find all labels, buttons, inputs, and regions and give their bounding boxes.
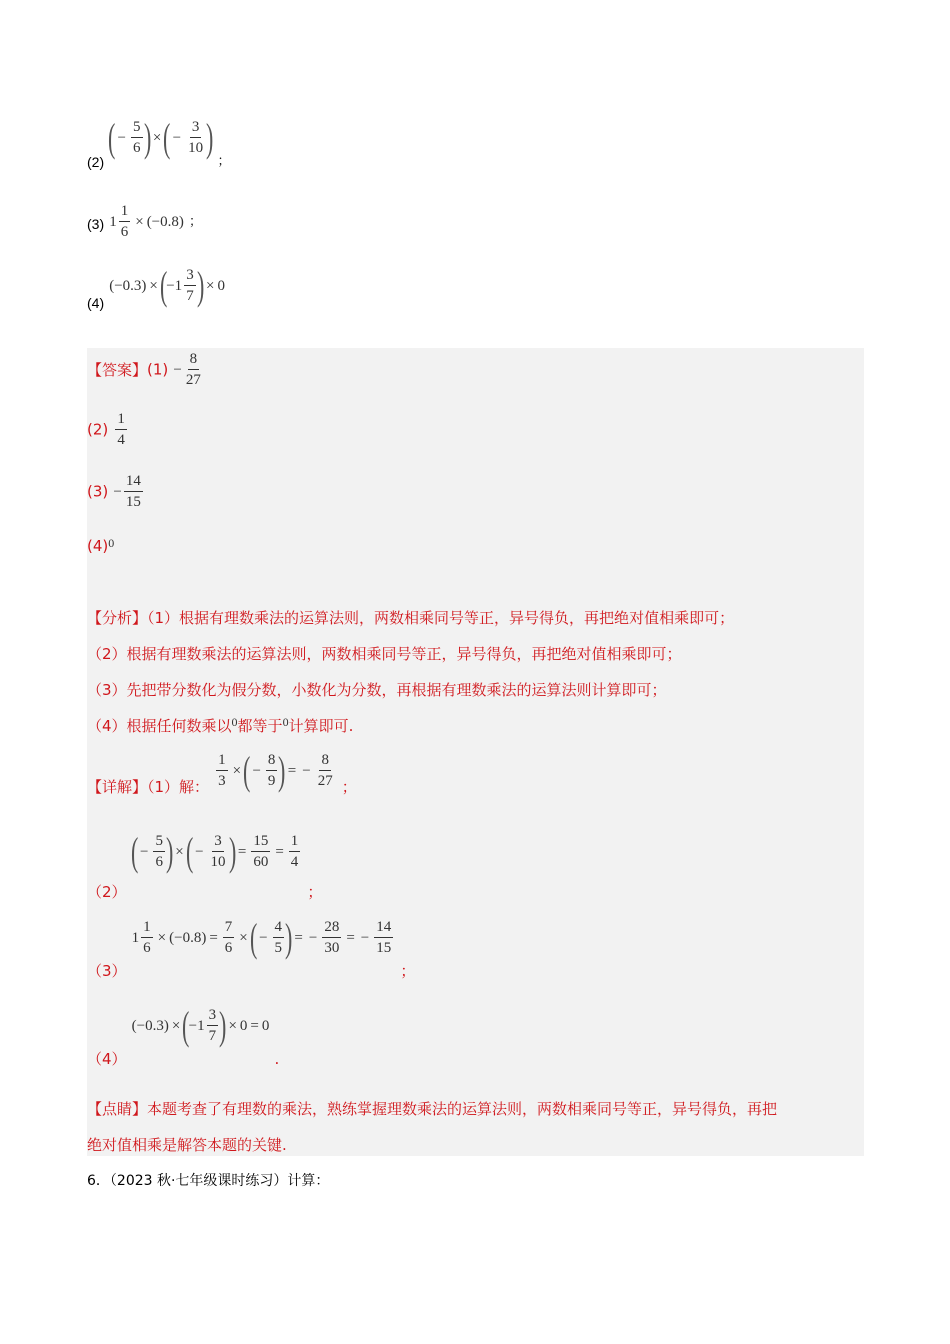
detail-expression: 1 $\frac{1}{6}$ × (−0.8) = $\frac{7}{6}$ × ( − $\frac{4}{5}$ ) = − $\frac{28}{30}$ = − $\frac{14}{15}$ (131, 915, 392, 960)
analysis-line-2: （2）根据有理数乘法的运算法则，两数相乘同号等正，异号得负，再把绝对值相乘即可； (87, 645, 682, 663)
question-tail: ； (188, 214, 202, 230)
question-expression: ( − $\frac{5}{6}$ ) × ( − $\frac{3}{10}$ ) (108, 115, 214, 160)
answer-value: − $\frac{14}{15}$ (113, 473, 141, 510)
detail-expression: ( − $\frac{5}{6}$ ) × ( − $\frac{3}{10}$ ) = $\frac{15}{60}$ = $\frac{1}{4}$ (130, 829, 299, 874)
detail-expression: (−0.3) × ( −1 $\frac{3}{7}$ ) × 0 = 0 (131, 1003, 270, 1048)
answer-line-4 (87, 536, 114, 555)
comment-line-1 (87, 1098, 777, 1119)
detail-prefix: （4） (87, 1049, 127, 1068)
answer-value: − $\frac{8}{27}$ (173, 351, 201, 388)
question-2 (87, 115, 231, 170)
detail-expression: $\frac{1}{3}$ × ( − $\frac{8}{9}$ ) = − $\frac{8}{27}$ (218, 748, 333, 793)
question-3 (87, 204, 202, 240)
next-question: 6．（2023 秋·七年级课时练习）计算： (87, 1173, 330, 1189)
question-4 (87, 263, 225, 311)
analysis-line-3: （3）先把带分数化为假分数，小数化为分数，再根据有理数乘法的运算法则计算即可； (87, 681, 667, 699)
detail-prefix: （3） (87, 961, 127, 980)
analysis-text: （1）根据有理数乘法的运算法则，两数相乘同号等正，异号得负，再把绝对值相乘即可； (147, 609, 735, 627)
question-expression: 1 $\frac{1}{6}$ × (−0.8) (109, 203, 184, 240)
question-label: (4) (87, 294, 105, 311)
detail-tag: 【详解】 (87, 778, 148, 796)
comment-text: 本题考查了有理数的乘法，熟练掌握理数乘法的运算法则，两数相乘同号等正，异号得负，再把 (147, 1100, 778, 1118)
detail-prefix: （2） (87, 883, 127, 901)
detail-prefix: （1）解： (147, 778, 210, 796)
comment-tag: 【点睛】 (87, 1100, 148, 1118)
answer-line-2 (87, 412, 129, 448)
answer-tag: 【答案】 (87, 360, 148, 379)
analysis-line-1 (87, 607, 734, 628)
comment-line-2: 绝对值相乘是解答本题的关键. (87, 1136, 287, 1154)
question-expression: (−0.3) × ( −1 $\frac{3}{7}$ ) × 0 (109, 263, 225, 308)
question-label: (2) (87, 154, 105, 170)
question-tail: ； (217, 154, 231, 169)
detail-line-2: （2） ( − $\frac{5}{6}$ ) × ( − $\frac{3}{10}$ ) = $\frac{15}{60}$ = $\frac{1}{4}$ ； (87, 829, 323, 901)
answer-line-1 (87, 352, 205, 388)
detail-line-4: （4） (−0.3) × ( −1 $\frac{3}{7}$ ) × 0 = 0 . (87, 1003, 280, 1068)
detail-line-1: 【详解】（1）解： $\frac{1}{3}$ × ( − $\frac{8}{9}$ ) = − $\frac{8}{27}$ ； (87, 748, 357, 796)
answer-label: (1) (147, 360, 169, 379)
answer-label: (2) (87, 420, 109, 439)
answer-label: (3) (87, 482, 109, 501)
answer-value: 0 (108, 536, 115, 550)
answer-line-3 (87, 474, 145, 510)
answer-label: (4) (87, 537, 109, 555)
analysis-line-4: （4）根据任何数乘以0都等于0计算即可. (87, 715, 354, 735)
answer-value: $\frac{1}{4}$ (117, 411, 125, 448)
detail-line-3: （3） 1 $\frac{1}{6}$ × (−0.8) = $\frac{7}{6}$ × ( − $\frac{4}{5}$ ) = − $\frac{28}{30}$ = − $\frac{14}{15}$ ； (87, 915, 416, 980)
analysis-tag: 【分析】 (87, 609, 148, 627)
question-label: (3) (87, 215, 105, 232)
